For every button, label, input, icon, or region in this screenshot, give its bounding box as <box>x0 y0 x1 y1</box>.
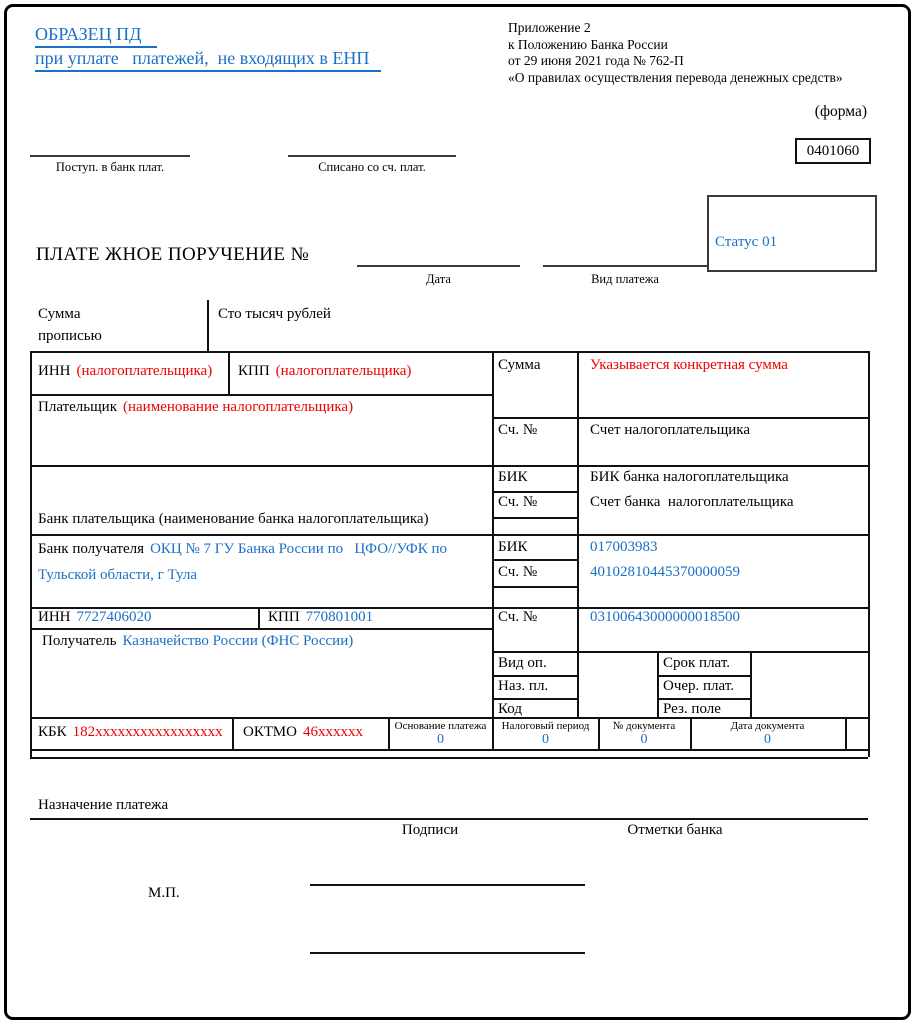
kbk-value: 182xxxxxxxxxxxxxxxxx <box>72 724 223 740</box>
payee-inn-label: ИНН <box>38 609 71 625</box>
payee-account-value: 03100643000000018500 <box>590 609 740 625</box>
oktmo-field <box>243 723 363 741</box>
form-grid-line <box>657 651 659 717</box>
signatures-label: Подписи <box>401 822 459 838</box>
forma-label: (форма) <box>814 103 867 120</box>
received-label: Поступ. в банк плат. <box>55 160 165 174</box>
payee-corr-account-label: Сч. № <box>498 564 538 580</box>
form-grid-line <box>30 757 868 759</box>
form-grid-line <box>492 491 577 493</box>
oktmo-label: ОКТМО <box>243 724 297 740</box>
payee-kpp-value: 770801001 <box>305 609 374 625</box>
payer-bank-account-label: Сч. № <box>498 494 538 510</box>
date-line <box>357 265 520 267</box>
form-grid-line <box>30 465 868 467</box>
appendix-line-3: от 29 июня 2021 года № 762-П <box>508 53 684 68</box>
payer-account-label: Сч. № <box>498 422 538 438</box>
payee-bik-label: БИК <box>498 539 528 555</box>
form-grid-line <box>492 675 577 677</box>
form-grid-line <box>228 351 230 394</box>
form-code-box <box>795 138 871 164</box>
form-grid-line <box>750 651 752 717</box>
payer-account-value: Счет налогоплательщика <box>590 422 751 438</box>
appendix-line-2: к Положению Банка России <box>508 36 668 52</box>
payer-bank-bik-label: БИК <box>498 469 528 485</box>
form-grid-line <box>492 517 577 519</box>
stamp-place-label: М.П. <box>148 885 180 901</box>
doc-number-value: 0 <box>640 732 648 747</box>
form-grid-line <box>845 717 847 749</box>
status-value: Статус 01 <box>715 234 778 250</box>
payer-kpp-label: КПП <box>238 363 270 379</box>
payer-name-field <box>38 398 353 416</box>
form-grid-line <box>690 717 692 749</box>
payee-name-field <box>42 632 353 650</box>
form-grid-line <box>207 300 209 351</box>
payment-basis-header: Основание платежа <box>394 720 487 732</box>
payee-inn-field <box>38 608 152 626</box>
payer-name-hint: (наименование налогоплательщика) <box>123 399 354 415</box>
payment-type-label: Вид платежа <box>591 272 659 286</box>
form-grid-line <box>30 818 868 820</box>
debited-line <box>288 155 456 157</box>
form-grid-line <box>657 675 750 677</box>
form-grid-line <box>598 717 600 749</box>
payer-inn-label: ИНН <box>38 363 71 379</box>
payee-name-value: Казначейство России (ФНС России) <box>122 633 354 649</box>
payment-order-label: Очер. плат. <box>663 678 734 694</box>
kbk-label: КБК <box>38 724 67 740</box>
form-grid-line <box>492 559 577 561</box>
form-code: 0401060 <box>806 143 860 159</box>
form-grid-line <box>492 351 494 749</box>
payer-kpp-field <box>238 362 411 380</box>
payer-kpp-hint: (налогоплательщика) <box>275 363 412 379</box>
form-grid-line <box>868 351 870 757</box>
payee-name-label: Получатель <box>42 633 117 649</box>
tax-period-header: Налоговый период <box>501 720 590 732</box>
form-grid-line <box>258 607 260 628</box>
payee-bank-label: Банк получателя <box>38 541 145 557</box>
form-grid-line <box>310 952 585 954</box>
payee-bank-value: ОКЦ № 7 ГУ Банка России по ЦФО//УФК по Тульской области, г Тула <box>38 541 448 583</box>
form-grid-line <box>30 749 868 751</box>
form-grid-line <box>30 717 868 719</box>
form-grid-line <box>30 351 868 353</box>
bank-marks-label: Отметки банка <box>627 822 723 838</box>
form-grid-line <box>30 628 492 630</box>
code-label: Код <box>498 701 522 717</box>
appendix-line-1: Приложение 2 <box>508 20 591 35</box>
form-grid-line <box>310 884 585 886</box>
form-grid-line <box>30 534 868 536</box>
received-line <box>30 155 190 157</box>
sum-value: Указывается конкретная сумма <box>590 357 788 373</box>
doc-date-value: 0 <box>764 732 771 747</box>
payer-inn-hint: (налогоплательщика) <box>76 363 213 379</box>
form-grid-line <box>577 351 579 717</box>
form-grid-line <box>30 394 492 396</box>
payment-basis-value: 0 <box>437 732 444 747</box>
payer-bank-account-value: Счет банка налогоплательщика <box>590 494 794 510</box>
payee-kpp-field <box>268 608 373 626</box>
payer-name-label: Плательщик <box>38 399 117 415</box>
form-grid-line <box>30 351 32 757</box>
status-box <box>707 195 877 272</box>
date-label: Дата <box>426 272 451 286</box>
doc-date-header: Дата документа <box>730 720 805 732</box>
payee-corr-account-value: 40102810445370000059 <box>590 564 740 580</box>
reserve-field-label: Рез. поле <box>663 701 721 717</box>
payment-type-line <box>543 265 707 267</box>
payment-purpose-code-label: Наз. пл. <box>498 678 549 694</box>
payer-inn-field <box>38 362 212 380</box>
op-type-label: Вид оп. <box>498 655 547 671</box>
payment-term-label: Срок плат. <box>663 655 731 671</box>
form-grid-line <box>388 717 390 749</box>
doc-number-header: № документа <box>612 720 676 732</box>
sum-label: Сумма <box>498 357 541 373</box>
form-grid-line <box>30 607 868 609</box>
payer-bank-label: Банк плательщика (наименование банка налогоплательщика) <box>38 511 429 527</box>
debited-label: Списано со сч. плат. <box>318 160 426 174</box>
tax-period-value: 0 <box>542 732 549 747</box>
amount-words-value: Сто тысяч рублей <box>218 306 331 322</box>
page-title: ПЛАТЕ ЖНОЕ ПОРУЧЕНИЕ № <box>36 244 310 265</box>
form-grid-line <box>492 651 868 653</box>
payee-bank-field <box>38 536 486 588</box>
payee-account-label: Сч. № <box>498 609 538 625</box>
payee-kpp-label: КПП <box>268 609 300 625</box>
appendix-line-4: «О правилах осуществления перевода денежных средств» <box>508 69 843 85</box>
form-grid-line <box>492 417 868 419</box>
amount-words-label: Сумма прописью <box>38 306 102 344</box>
sample-pd-link-line2[interactable]: при уплате платежей, не входящих в ЕНП <box>35 48 381 72</box>
form-grid-line <box>657 698 750 700</box>
form-grid-line <box>492 586 577 588</box>
sample-pd-link[interactable]: ОБРАЗЕЦ ПД <box>35 24 157 48</box>
payee-inn-value: 7727406020 <box>76 609 152 625</box>
form-grid-line <box>492 698 577 700</box>
payment-purpose-label: Назначение платежа <box>38 797 169 813</box>
kbk-field <box>38 723 223 741</box>
payer-bank-bik-value: БИК банка налогоплательщика <box>590 469 789 485</box>
oktmo-value: 46xxxxxx <box>302 724 363 740</box>
form-grid-line <box>232 717 234 749</box>
payee-bik-value: 017003983 <box>590 539 658 555</box>
appendix-note <box>508 20 880 86</box>
